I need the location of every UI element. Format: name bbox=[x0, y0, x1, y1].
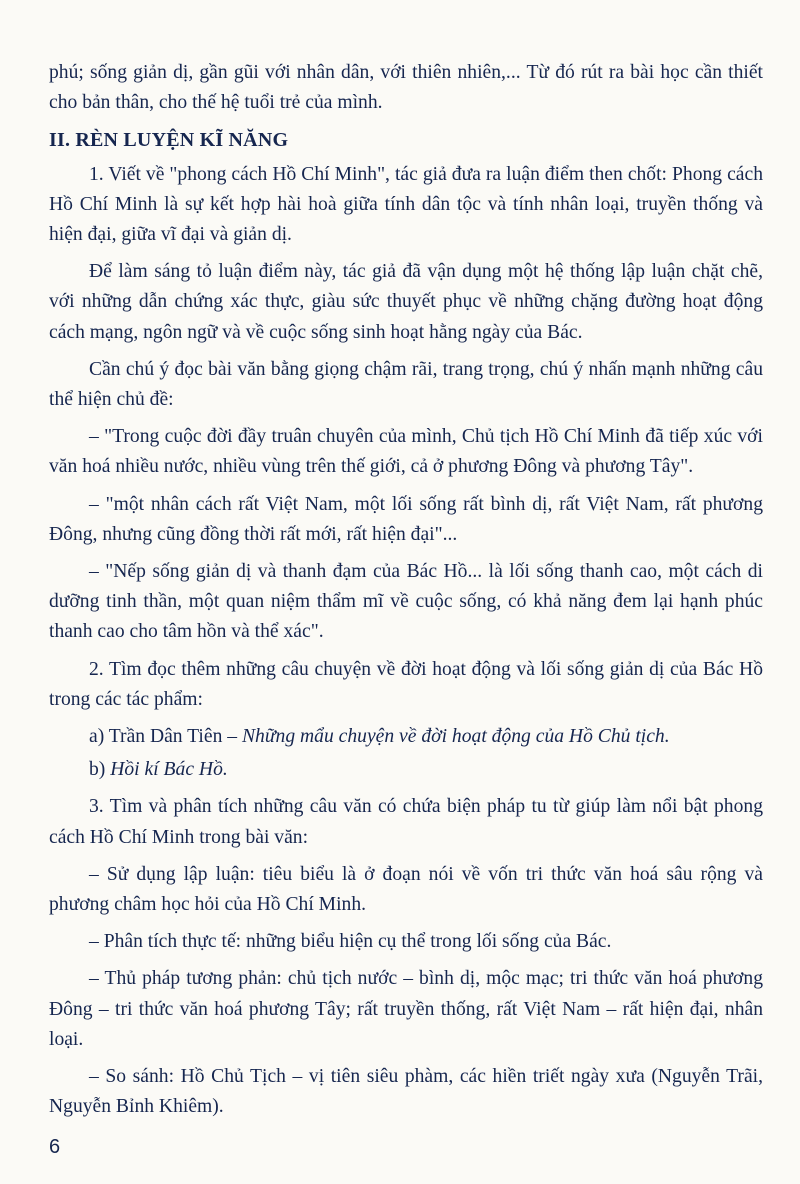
item1-reading-note: Cần chú ý đọc bài văn bằng giọng chậm rãi, trang trọng, chú ý nhấn mạnh những câu thể hiện chủ đề: bbox=[49, 358, 763, 411]
item1-argument-paragraph: Để làm sáng tỏ luận điểm này, tác giả đã vận dụng một hệ thống lập luận chặt chẽ, với những dẫn chứng xác thực, giàu sức thuyết phục về những chặng đường hoạt động cách mạng, ngôn ngữ và về cuộc sống sinh hoạt hằng ngày của Bác. bbox=[49, 261, 763, 343]
item2-reference-b-title: Hồi kí Bác Hồ. bbox=[110, 759, 228, 781]
intro-continuation: phú; sống giản dị, gần gũi với nhân dân, với thiên nhiên,... Từ đó rút ra bài học cần thiết cho bản thân, cho thế hệ tuổi trẻ của mình. bbox=[49, 62, 763, 114]
document-body bbox=[49, 58, 763, 1130]
item2-reference-a bbox=[49, 722, 763, 752]
quote-2: – "một nhân cách rất Việt Nam, một lối sống rất bình dị, rất Việt Nam, rất phương Đông, nhưng cũng đồng thời rất mới, rất hiện đại"... bbox=[49, 493, 763, 545]
quote-1: – "Trong cuộc đời đầy truân chuyên của mình, Chủ tịch Hồ Chí Minh đã tiếp xúc với văn hoá nhiều nước, nhiều vùng trên thế giới, cả ở phương Đông và phương Tây". bbox=[49, 426, 763, 478]
item3-device-contrast: – Thủ pháp tương phản: chủ tịch nước – bình dị, mộc mạc; tri thức văn hoá phương Đông – tri thức văn hoá phương Tây; rất truyền thống, rất Việt Nam – rất hiện đại, nhân loại. bbox=[49, 968, 763, 1050]
item3-paragraph: 3. Tìm và phân tích những câu văn có chứa biện pháp tu từ giúp làm nổi bật phong cách Hồ Chí Minh trong bài văn: bbox=[49, 796, 763, 848]
item3-device-comparison: – So sánh: Hồ Chủ Tịch – vị tiên siêu phàm, các hiền triết ngày xưa (Nguyễn Trãi, Nguyễn Bỉnh Khiêm). bbox=[49, 1066, 763, 1118]
item1-paragraph: 1. Viết về "phong cách Hồ Chí Minh", tác giả đưa ra luận điểm then chốt: Phong cách Hồ Chí Minh là sự kết hợp hài hoà giữa tính dân tộc và tính nhân loại, truyền thống và hiện đại, giữa vĩ đại và giản dị. bbox=[49, 163, 763, 246]
item3-device-argument: – Sử dụng lập luận: tiêu biểu là ở đoạn nói về vốn tri thức văn hoá sâu rộng và phương châm học hỏi của Hồ Chí Minh. bbox=[49, 863, 763, 916]
quote-3: – "Nếp sống giản dị và thanh đạm của Bác Hồ... là lối sống thanh cao, một cách di dưỡng tinh thần, một quan niệm thẩm mĩ về cuộc sống, có khả năng đem lại hạnh phúc thanh cao cho tâm hồn và thể xác". bbox=[49, 561, 763, 643]
item2-reference-b bbox=[49, 755, 763, 785]
item2-paragraph: 2. Tìm đọc thêm những câu chuyện về đời hoạt động và lối sống giản dị của Bác Hồ trong các tác phẩm: bbox=[49, 658, 763, 710]
item2-reference-a-prefix: a) Trần Dân Tiên – bbox=[89, 726, 242, 748]
item2-reference-b-prefix: b) bbox=[89, 759, 111, 781]
item2-reference-a-title: Những mẩu chuyện về đời hoạt động của Hồ Chủ tịch. bbox=[241, 726, 670, 748]
section-heading: II. RÈN LUYỆN KĨ NĂNG bbox=[49, 129, 289, 152]
item3-device-analysis: – Phân tích thực tế: những biểu hiện cụ thể trong lối sống của Bác. bbox=[89, 931, 612, 953]
page-number: 6 bbox=[49, 1136, 61, 1158]
